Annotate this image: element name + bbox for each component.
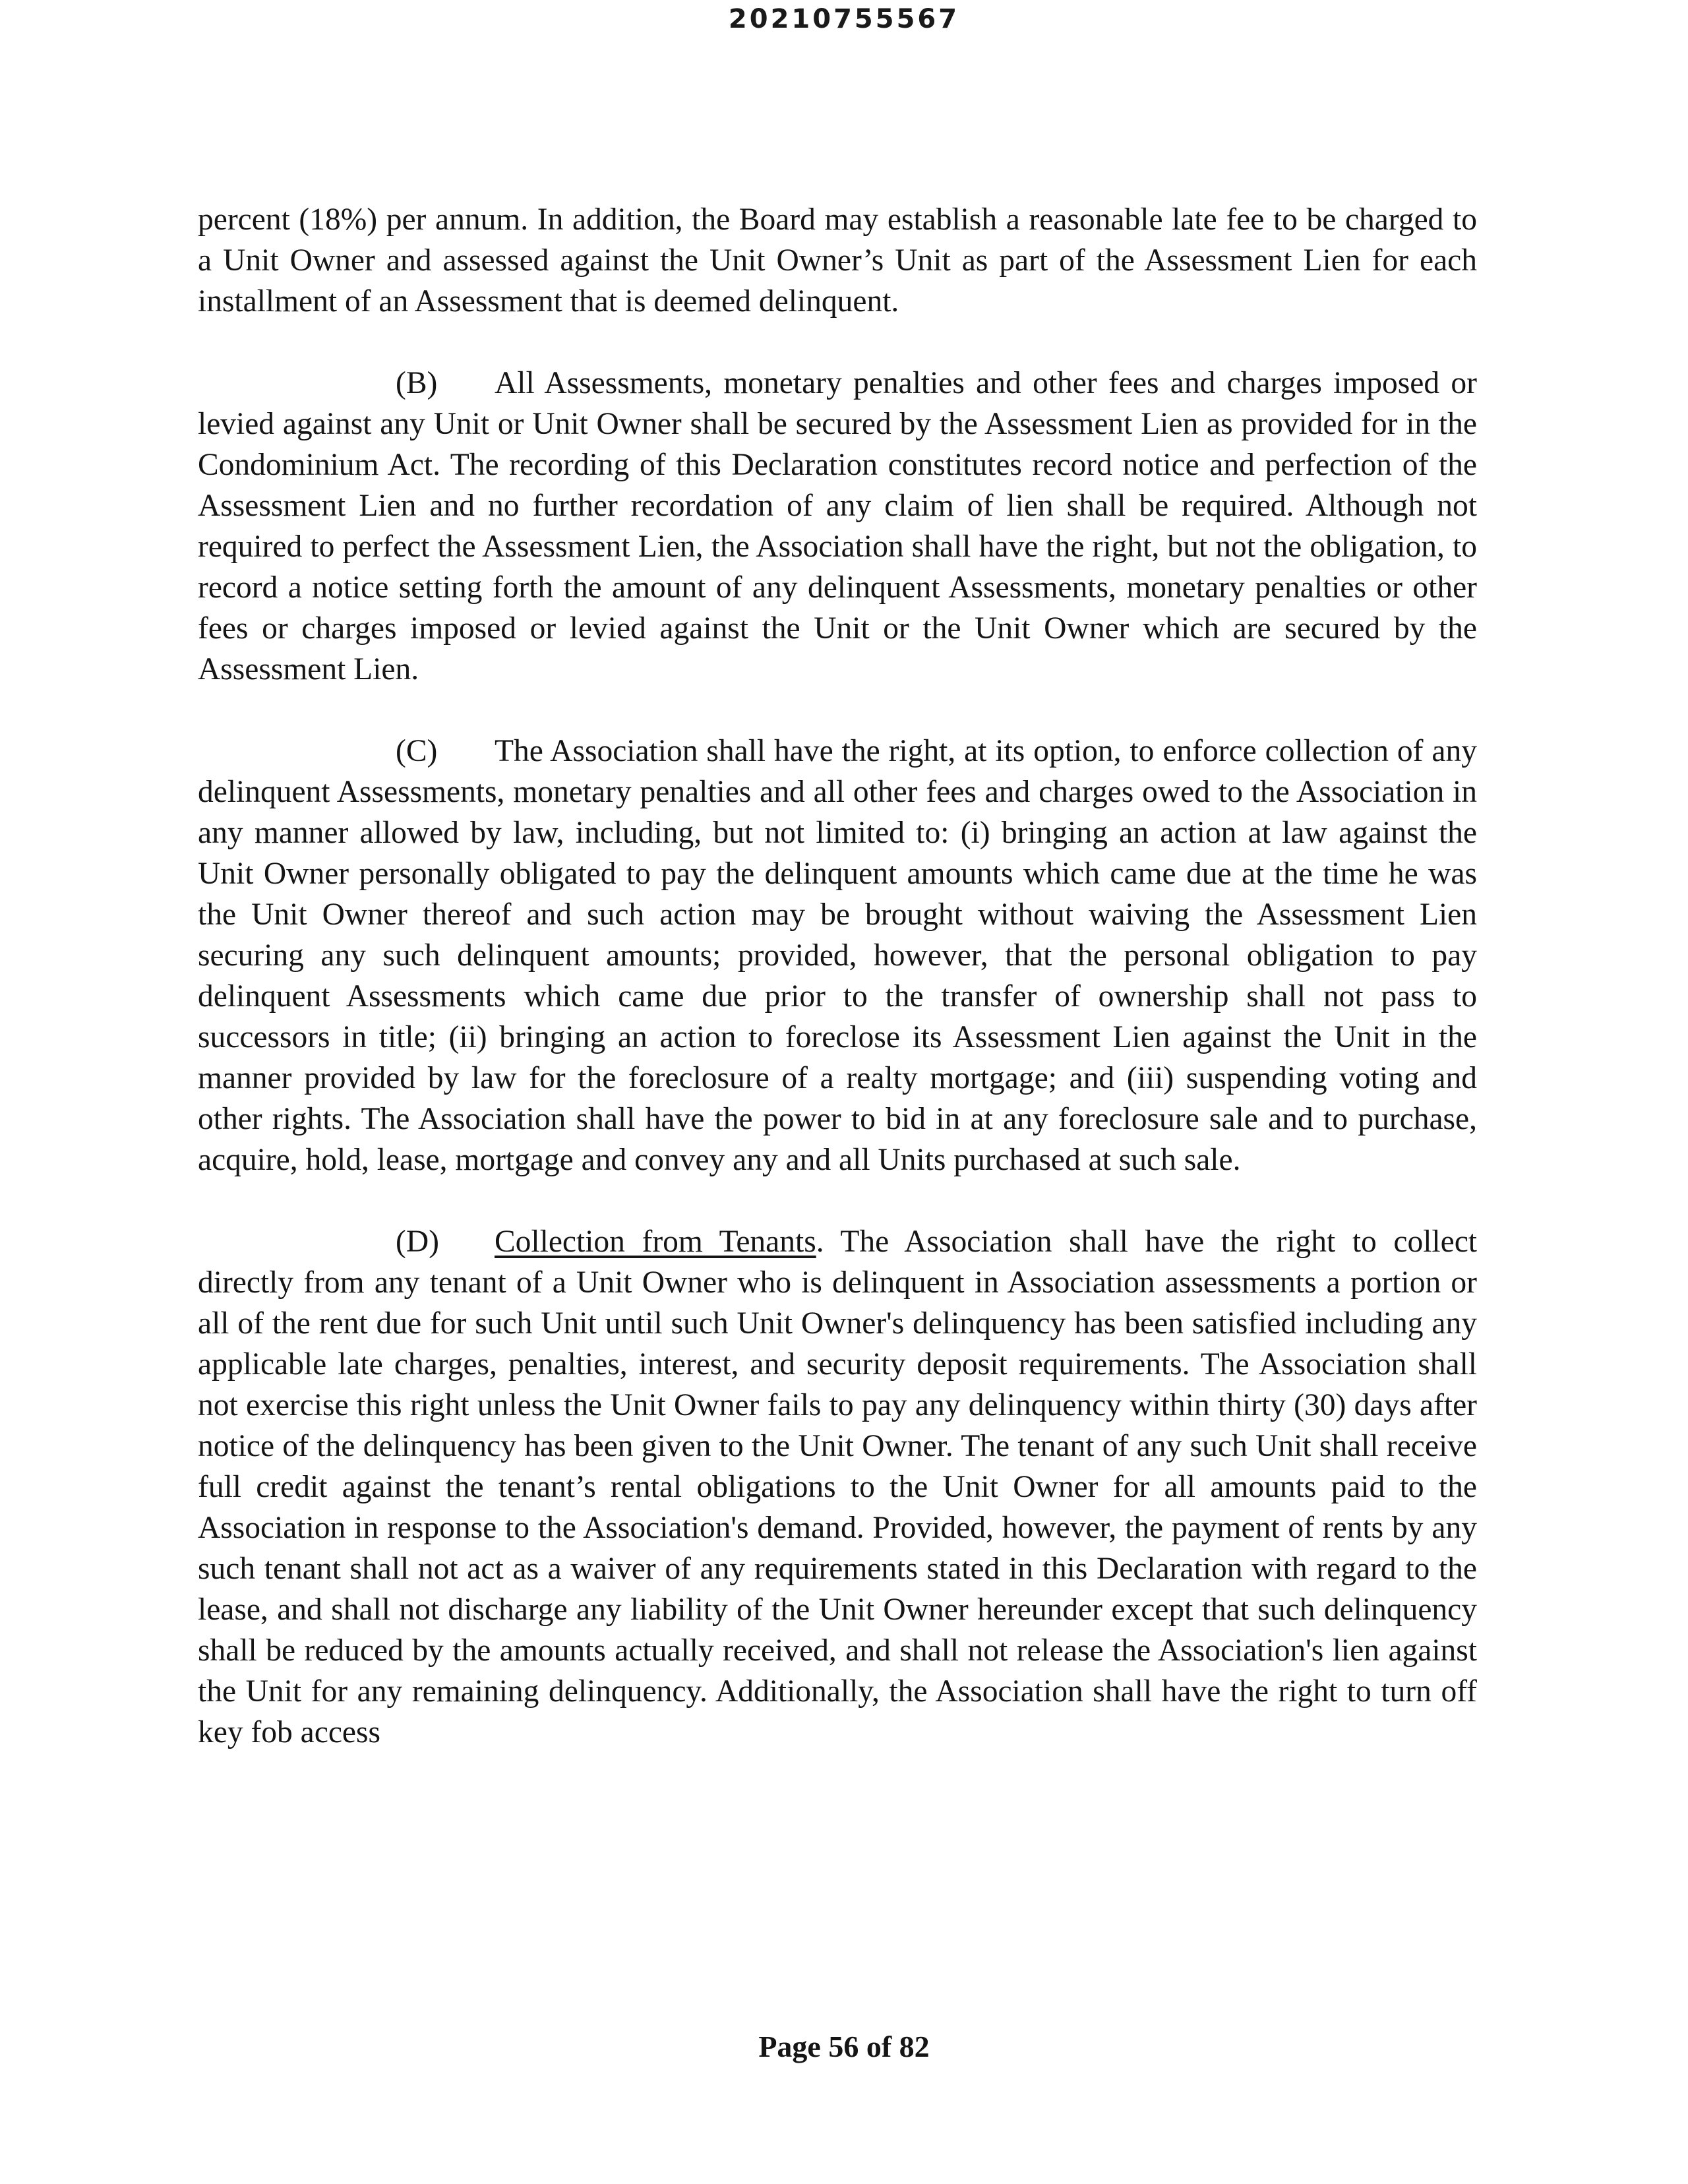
page-number: Page 56 of 82 <box>758 2030 930 2063</box>
paragraph-d-text: The Association shall have the right to collect directly from any tenant of a Unit Owner who is delinquent in Association assessments a portion or all of the rent due for such Unit until such Unit Owner's delinquency has been satisfied including any applicable late charges, penalties, interest, and security deposit requirements. The Association shall not exercise this right unless the Unit Owner fails to pay any delinquency within thirty (30) days after notice of the delinquency has been given to the Unit Owner. The tenant of any such Unit shall receive full credit against the tenant’s rental obligations to the Unit Owner for all amounts paid to the Association in response to the Association's demand. Provided, however, the payment of rents by any such tenant shall not act as a waiver of any requirements stated in this Declaration with regard to the lease, and shall not discharge any liability of the Unit Owner hereunder except that such delinquency shall be reduced by the amounts actually received, and shall not release the Association's lien against the Unit for any remaining delinquency. Additionally, the Association shall have the right to turn off key fob access <box>198 1225 1477 1749</box>
paragraph-b <box>198 363 1477 690</box>
paragraph-d-heading-end: . <box>816 1225 824 1259</box>
paragraph-b-text: All Assessments, monetary penalties and other fees and charges imposed or levied against any Unit or Unit Owner shall be secured by the Assessment Lien as provided for in the Condominium Act. The recording of this Declaration constitutes record notice and perfection of the Assessment Lien and no further recordation of any claim of lien shall be required. Although not required to perfect the Assessment Lien, the Association shall have the right, but not the obligation, to record a notice setting forth the amount of any delinquent Assessments, monetary penalties or other fees or charges imposed or levied against the Unit or the Unit Owner which are secured by the Assessment Lien. <box>198 366 1477 686</box>
paragraph-d <box>198 1221 1477 1753</box>
paragraph-c-text: The Association shall have the right, at its option, to enforce collection of any delinquent Assessments, monetary penalties and all other fees and charges owed to the Association in any manner allowed by law, including, but not limited to: (i) bringing an action at law against the Unit Owner personally obligated to pay the delinquent amounts which came due at the time he was the Unit Owner thereof and such action may be brought without waiving the Assessment Lien securing any such delinquent amounts; provided, however, that the personal obligation to pay delinquent Assessments which came due prior to the transfer of ownership shall not pass to successors in title; (ii) bringing an action to foreclose its Assessment Lien against the Unit in the manner provided by law for the foreclosure of a realty mortgage; and (iii) suspending voting and other rights. The Association shall have the power to bid in at any foreclosure sale and to purchase, acquire, hold, lease, mortgage and convey any and all Units purchased at such sale. <box>198 734 1477 1177</box>
document-body <box>198 199 1477 1794</box>
paragraph-b-label: (B) <box>396 366 438 400</box>
paragraph-d-label: (D) <box>396 1225 439 1259</box>
document-number: 20210755567 <box>728 4 960 34</box>
paragraph-c-label: (C) <box>396 734 438 768</box>
paragraph-continuation: percent (18%) per annum. In addition, the Board may establish a reasonable late fee to be charged to a Unit Owner and assessed against the Unit Owner’s Unit as part of the Assessment Lien for each installment of an Assessment that is deemed delinquent. <box>198 202 1477 318</box>
paragraph-d-heading: Collection from Tenants <box>495 1225 816 1259</box>
paragraph-c <box>198 731 1477 1180</box>
